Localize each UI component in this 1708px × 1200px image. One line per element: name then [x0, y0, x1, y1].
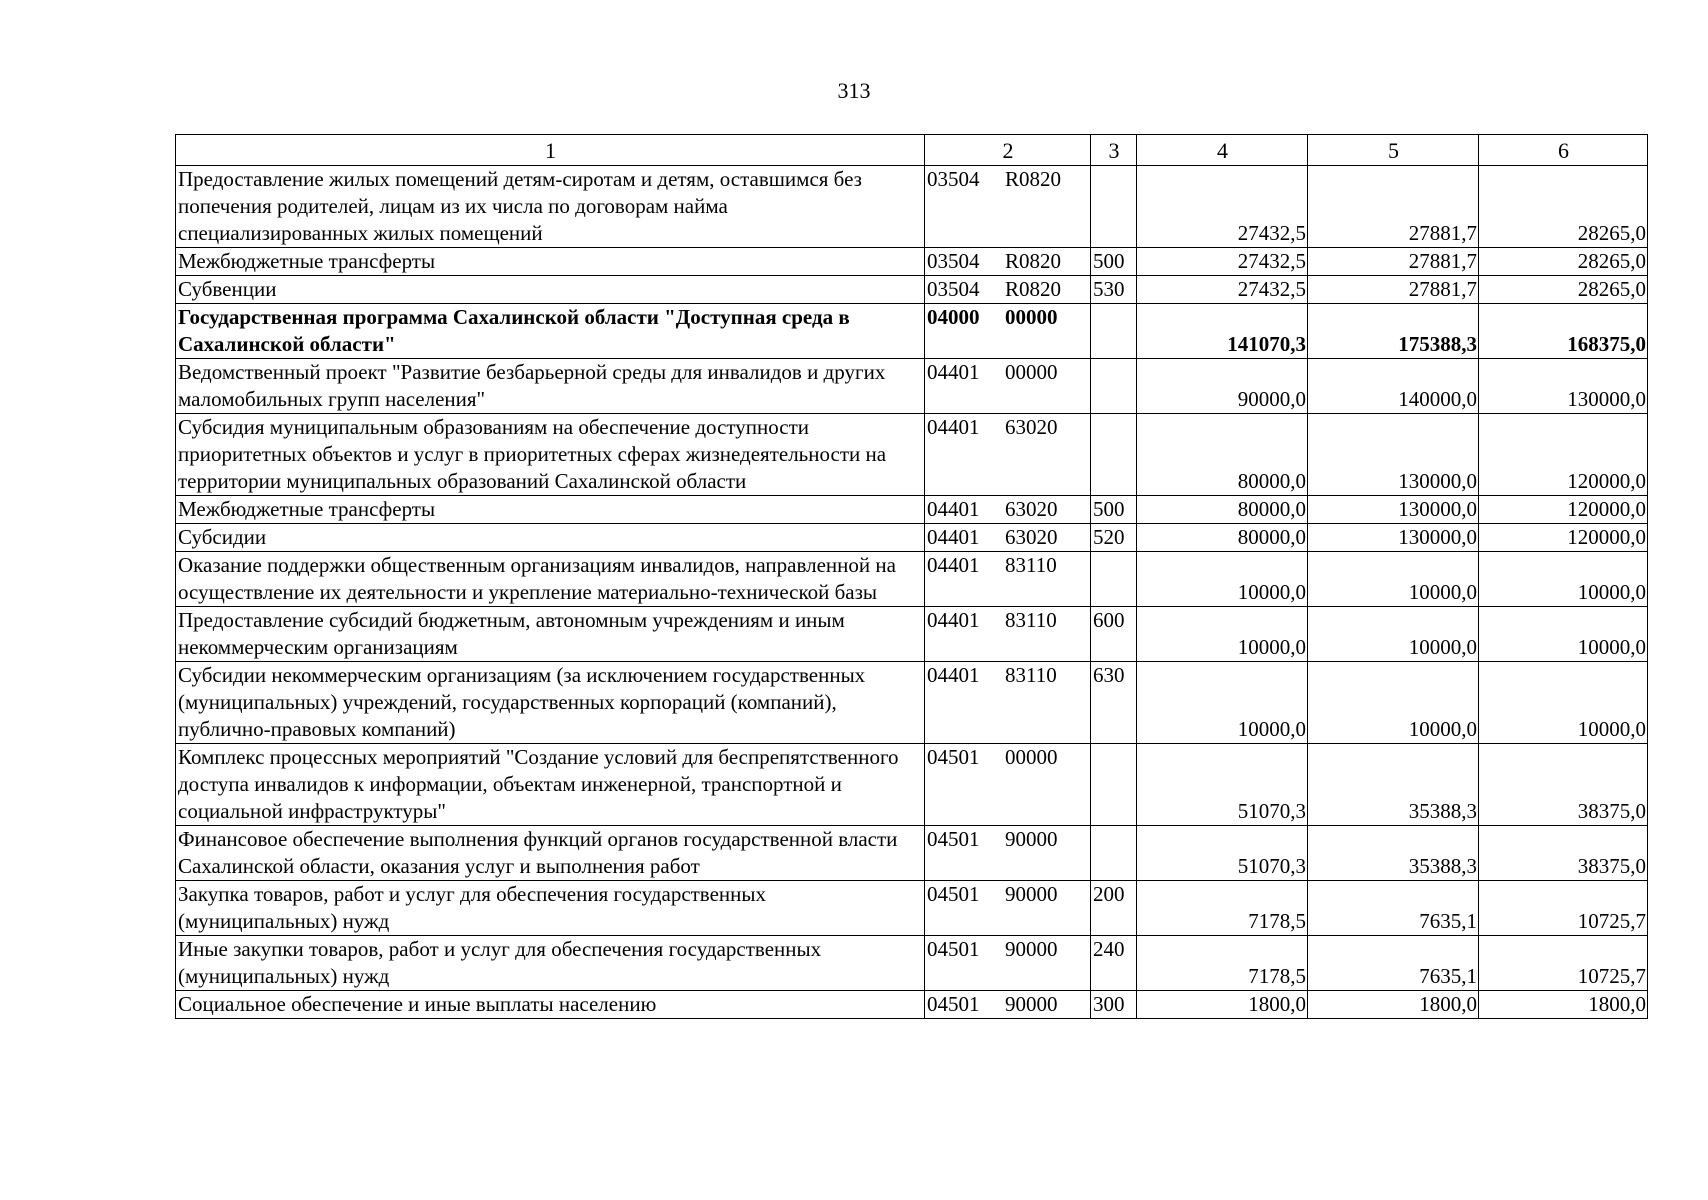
row-code [925, 607, 1091, 662]
column-header: 4 [1137, 135, 1308, 166]
direction-code: R0820 [1005, 167, 1062, 191]
row-name: Предоставление жилых помещений детям-сиротам и детям, оставшимся без попечения родителей, лицам из их числа по договорам найма специализированных жилых помещений [176, 166, 925, 248]
value-col-6: 130000,0 [1479, 359, 1648, 414]
table-row [176, 496, 1648, 524]
row-name: Межбюджетные трансферты [176, 496, 925, 524]
table-row [176, 744, 1648, 826]
value-col-5: 10000,0 [1308, 607, 1479, 662]
row-name: Субвенции [176, 276, 925, 304]
expense-type [1091, 414, 1137, 496]
value-col-4: 90000,0 [1137, 359, 1308, 414]
row-code [925, 359, 1091, 414]
direction-code: 90000 [1005, 937, 1058, 961]
column-header: 3 [1091, 135, 1137, 166]
value-col-4: 10000,0 [1137, 552, 1308, 607]
row-code [925, 524, 1091, 552]
row-code [925, 936, 1091, 991]
expense-type [1091, 359, 1137, 414]
program-code: 04401 [927, 525, 980, 549]
value-col-5: 10000,0 [1308, 662, 1479, 744]
table-row [176, 662, 1648, 744]
row-name: Ведомственный проект "Развитие безбарьерной среды для инвалидов и других маломобильных групп населения" [176, 359, 925, 414]
direction-code: 83110 [1005, 663, 1057, 687]
value-col-5: 35388,3 [1308, 826, 1479, 881]
value-col-6: 10000,0 [1479, 662, 1648, 744]
value-col-4: 27432,5 [1137, 166, 1308, 248]
program-code: 04501 [927, 882, 980, 906]
value-col-4: 51070,3 [1137, 826, 1308, 881]
value-col-5: 175388,3 [1308, 304, 1479, 359]
direction-code: 00000 [1005, 360, 1058, 384]
table-row [176, 414, 1648, 496]
expense-type: 500 [1091, 496, 1137, 524]
value-col-6: 28265,0 [1479, 276, 1648, 304]
program-code: 04401 [927, 415, 980, 439]
row-code [925, 496, 1091, 524]
row-code [925, 662, 1091, 744]
expense-type [1091, 304, 1137, 359]
value-col-5: 27881,7 [1308, 276, 1479, 304]
direction-code: R0820 [1005, 249, 1062, 273]
row-name: Субсидии некоммерческим организациям (за исключением государственных (муниципальных) учреждений, государственных корпораций (компаний), публично-правовых компаний) [176, 662, 925, 744]
value-col-5: 27881,7 [1308, 166, 1479, 248]
value-col-4: 80000,0 [1137, 524, 1308, 552]
column-header: 1 [176, 135, 925, 166]
column-header: 2 [925, 135, 1091, 166]
row-code [925, 414, 1091, 496]
direction-code: 00000 [1005, 745, 1058, 769]
expense-type [1091, 552, 1137, 607]
value-col-5: 130000,0 [1308, 524, 1479, 552]
program-code: 04401 [927, 663, 980, 687]
row-name: Межбюджетные трансферты [176, 248, 925, 276]
row-code [925, 248, 1091, 276]
direction-code: 63020 [1005, 415, 1058, 439]
expense-type: 300 [1091, 991, 1137, 1019]
value-col-4: 51070,3 [1137, 744, 1308, 826]
value-col-6: 10000,0 [1479, 607, 1648, 662]
page-number: 313 [837, 78, 871, 103]
value-col-4: 1800,0 [1137, 991, 1308, 1019]
value-col-6: 10000,0 [1479, 552, 1648, 607]
table-row [176, 881, 1648, 936]
row-code [925, 304, 1091, 359]
value-col-4: 80000,0 [1137, 414, 1308, 496]
table-row [176, 359, 1648, 414]
row-code [925, 881, 1091, 936]
direction-code: R0820 [1005, 277, 1062, 301]
row-name: Оказание поддержки общественным организациям инвалидов, направленной на осуществление их деятельности и укрепление материально-технической базы [176, 552, 925, 607]
table-row [176, 607, 1648, 662]
table-row [176, 248, 1648, 276]
table-row [176, 304, 1648, 359]
value-col-4: 10000,0 [1137, 607, 1308, 662]
expense-type: 500 [1091, 248, 1137, 276]
direction-code: 83110 [1005, 553, 1057, 577]
value-col-6: 168375,0 [1479, 304, 1648, 359]
row-name: Финансовое обеспечение выполнения функций органов государственной власти Сахалинской области, оказания услуг и выполнения работ [176, 826, 925, 881]
value-col-4: 10000,0 [1137, 662, 1308, 744]
direction-code: 83110 [1005, 608, 1057, 632]
table-row [176, 826, 1648, 881]
row-name: Субсидия муниципальным образованиям на обеспечение доступности приоритетных объектов и услуг в приоритетных сферах жизнедеятельности на территории муниципальных образований Сахалинской области [176, 414, 925, 496]
expense-type: 630 [1091, 662, 1137, 744]
row-code [925, 744, 1091, 826]
expense-type: 520 [1091, 524, 1137, 552]
value-col-6: 120000,0 [1479, 524, 1648, 552]
direction-code: 63020 [1005, 525, 1058, 549]
value-col-5: 130000,0 [1308, 414, 1479, 496]
value-col-4: 141070,3 [1137, 304, 1308, 359]
value-col-6: 38375,0 [1479, 826, 1648, 881]
budget-table [175, 134, 1648, 1019]
expense-type: 600 [1091, 607, 1137, 662]
row-code [925, 166, 1091, 248]
table-row [176, 552, 1648, 607]
value-col-5: 140000,0 [1308, 359, 1479, 414]
value-col-6: 120000,0 [1479, 496, 1648, 524]
value-col-6: 28265,0 [1479, 248, 1648, 276]
expense-type: 200 [1091, 881, 1137, 936]
value-col-6: 38375,0 [1479, 744, 1648, 826]
value-col-5: 10000,0 [1308, 552, 1479, 607]
row-name: Государственная программа Сахалинской области "Доступная среда в Сахалинской области" [176, 304, 925, 359]
value-col-6: 10725,7 [1479, 936, 1648, 991]
table-row [176, 166, 1648, 248]
value-col-5: 27881,7 [1308, 248, 1479, 276]
expense-type [1091, 744, 1137, 826]
table-row [176, 276, 1648, 304]
value-col-4: 27432,5 [1137, 276, 1308, 304]
program-code: 04401 [927, 497, 980, 521]
program-code: 04000 [927, 305, 980, 329]
value-col-6: 1800,0 [1479, 991, 1648, 1019]
value-col-4: 7178,5 [1137, 936, 1308, 991]
row-name: Субсидии [176, 524, 925, 552]
value-col-5: 35388,3 [1308, 744, 1479, 826]
row-code [925, 826, 1091, 881]
direction-code: 90000 [1005, 882, 1058, 906]
column-header: 6 [1479, 135, 1648, 166]
program-code: 04501 [927, 992, 980, 1016]
column-header: 5 [1308, 135, 1479, 166]
row-name: Предоставление субсидий бюджетным, автономным учреждениям и иным некоммерческим организациям [176, 607, 925, 662]
direction-code: 90000 [1005, 827, 1058, 851]
row-code [925, 276, 1091, 304]
direction-code: 90000 [1005, 992, 1058, 1016]
value-col-4: 7178,5 [1137, 881, 1308, 936]
value-col-4: 27432,5 [1137, 248, 1308, 276]
table-row [176, 524, 1648, 552]
direction-code: 00000 [1005, 305, 1058, 329]
program-code: 04401 [927, 608, 980, 632]
value-col-5: 7635,1 [1308, 936, 1479, 991]
program-code: 04501 [927, 937, 980, 961]
program-code: 04501 [927, 745, 980, 769]
expense-type [1091, 166, 1137, 248]
program-code: 04501 [927, 827, 980, 851]
expense-type: 240 [1091, 936, 1137, 991]
row-name: Социальное обеспечение и иные выплаты населению [176, 991, 925, 1019]
row-code [925, 552, 1091, 607]
program-code: 04401 [927, 360, 980, 384]
expense-type [1091, 826, 1137, 881]
value-col-5: 1800,0 [1308, 991, 1479, 1019]
value-col-6: 10725,7 [1479, 881, 1648, 936]
value-col-6: 28265,0 [1479, 166, 1648, 248]
table-row [176, 991, 1648, 1019]
program-code: 03504 [927, 277, 980, 301]
direction-code: 63020 [1005, 497, 1058, 521]
row-name: Комплекс процессных мероприятий "Создание условий для беспрепятственного доступа инвалидов к информации, объектам инженерной, транспортной и социальной инфраструктуры" [176, 744, 925, 826]
program-code: 03504 [927, 249, 980, 273]
row-code [925, 991, 1091, 1019]
program-code: 03504 [927, 167, 980, 191]
value-col-5: 130000,0 [1308, 496, 1479, 524]
table-row [176, 936, 1648, 991]
header-row [176, 135, 1648, 166]
value-col-6: 120000,0 [1479, 414, 1648, 496]
expense-type: 530 [1091, 276, 1137, 304]
row-name: Иные закупки товаров, работ и услуг для обеспечения государственных (муниципальных) нужд [176, 936, 925, 991]
value-col-5: 7635,1 [1308, 881, 1479, 936]
value-col-4: 80000,0 [1137, 496, 1308, 524]
program-code: 04401 [927, 553, 980, 577]
row-name: Закупка товаров, работ и услуг для обеспечения государственных (муниципальных) нужд [176, 881, 925, 936]
